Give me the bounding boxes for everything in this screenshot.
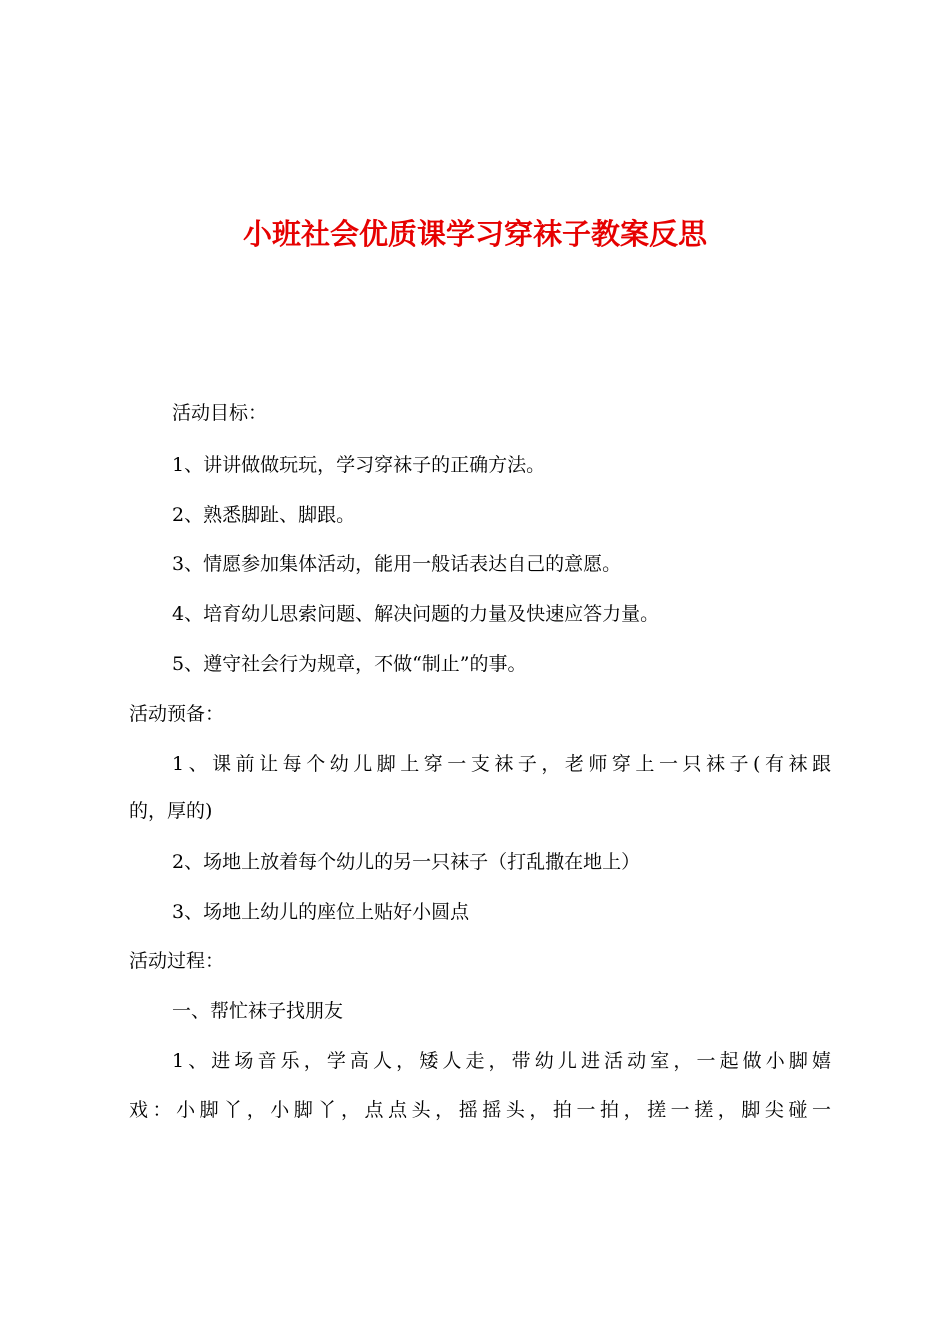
prep-item-1-line-1: 1、课前让每个幼儿脚上穿一支袜子，老师穿上一只袜子(有袜跟 [172, 753, 831, 775]
prep-item-1-line-2: 的，厚的) [129, 800, 213, 822]
goal-item-1: 1、讲讲做做玩玩，学习穿袜子的正确方法。 [172, 454, 546, 476]
prep-item-2: 2、场地上放着每个幼儿的另一只袜子（打乱撒在地上） [172, 851, 641, 873]
prep-item-3: 3、场地上幼儿的座位上贴好小圆点 [172, 901, 470, 923]
goal-item-3: 3、情愿参加集体活动，能用一般话表达自己的意愿。 [172, 553, 622, 575]
process-heading: 活动过程： [129, 950, 225, 972]
goal-item-4: 4、培育幼儿思索问题、解决问题的力量及快速应答力量。 [172, 603, 660, 625]
document-title: 小班社会优质课学习穿袜子教案反思 [242, 217, 707, 251]
process-item-1-line-1: 1、进场音乐，学高人，矮人走，带幼儿进活动室，一起做小脚嬉 [172, 1050, 831, 1072]
process-subheading-1: 一、帮忙袜子找朋友 [172, 1000, 344, 1022]
goal-item-5: 5、遵守社会行为规章，不做“制止”的事。 [172, 653, 527, 675]
goal-item-2: 2、熟悉脚趾、脚跟。 [172, 504, 356, 526]
process-item-1-line-2: 戏：小脚丫，小脚丫，点点头，摇摇头，拍一拍，搓一搓，脚尖碰一 [129, 1099, 831, 1121]
prep-heading: 活动预备： [129, 703, 225, 725]
goal-heading: 活动目标： [172, 402, 268, 424]
